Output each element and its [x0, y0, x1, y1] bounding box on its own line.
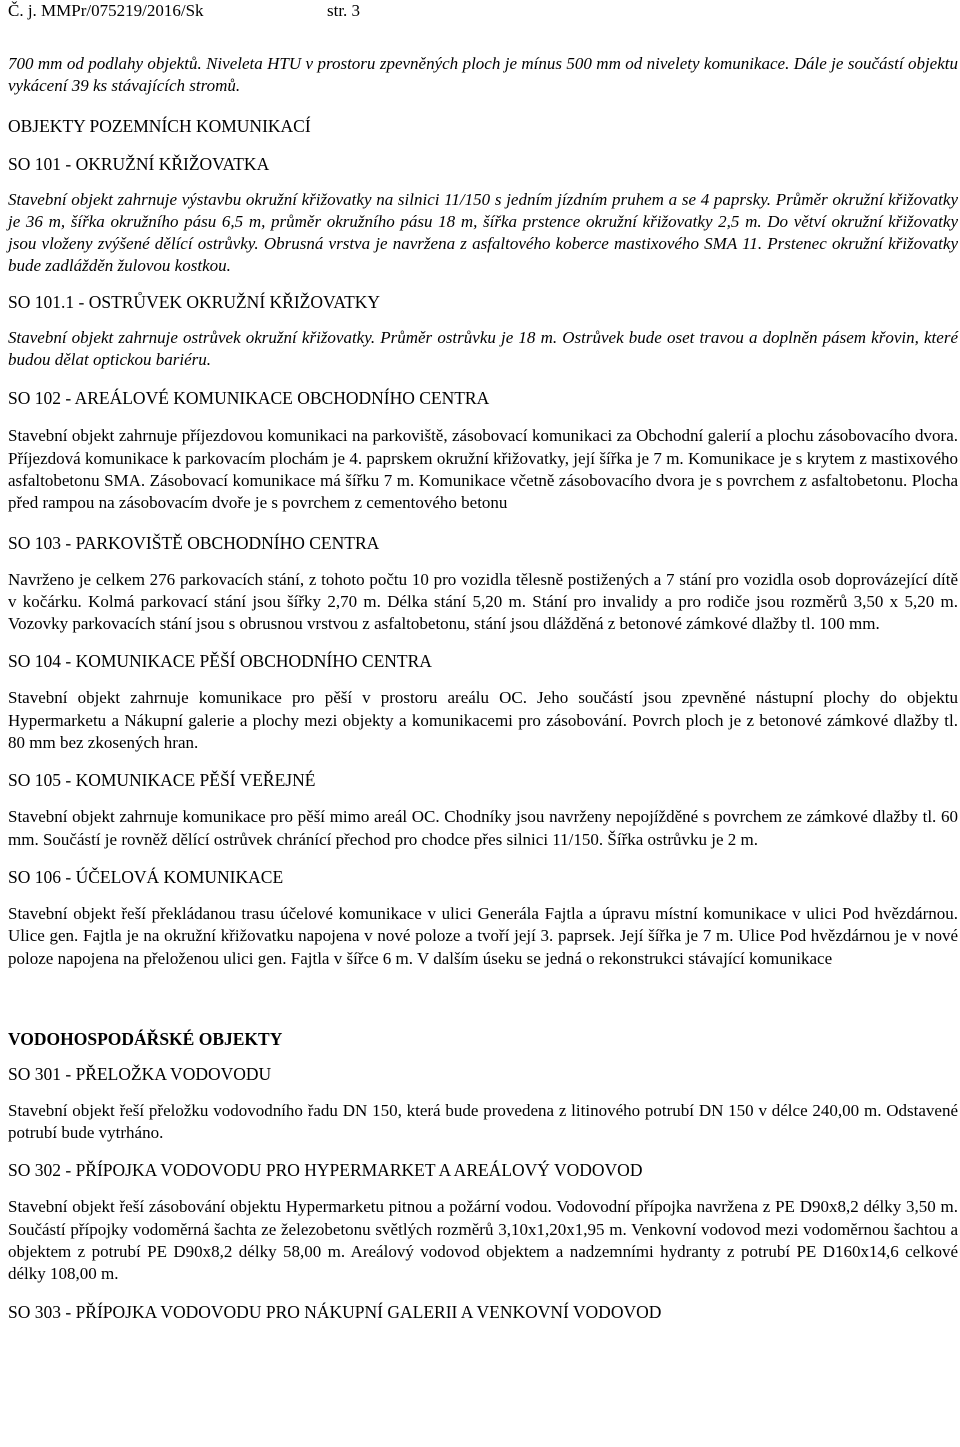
document-reference: Č. j. MMPr/075219/2016/Sk	[8, 1, 204, 20]
heading-so1011: SO 101.1 - OSTRŮVEK OKRUŽNÍ KŘIŽOVATKY	[8, 291, 381, 312]
heading-so302: SO 302 - PŘÍPOJKA VODOVODU PRO HYPERMARKET A AREÁLOVÝ VODOVOD	[8, 1160, 643, 1181]
text-so106: Stavební objekt řeší překládanou trasu účelové komunikace v ulici Generála Fajtla a úpravu místní komunikace v ulici Pod hvězdárnou. Ulice gen. Fajtla je na okružní křižovatku napojena v nové poloze a tvoří její 3. paprsek. Její šířka je 7 m. Ulice Pod hvězdárnou je v nové poloze napojena na přeloženou ulici gen. Fajtla v šířce 6 m. V dalším úseku se jedná o rekonstrukci stávající komunikace	[8, 903, 958, 968]
heading-so102: SO 102 - AREÁLOVÉ KOMUNIKACE OBCHODNÍHO CENTRA	[8, 388, 490, 409]
heading-so106: SO 106 - ÚČELOVÁ KOMUNIKACE	[8, 866, 284, 887]
document-body	[8, 53, 958, 1323]
heading-so303: SO 303 - PŘÍPOJKA VODOVODU PRO NÁKUPNÍ GALERII A VENKOVNÍ VODOVOD	[8, 1301, 662, 1322]
section-heading-komunikace: OBJEKTY POZEMNÍCH KOMUNIKACÍ	[8, 115, 311, 136]
page-number: str. 3	[327, 1, 361, 20]
text-so104: Stavební objekt zahrnuje komunikace pro pěší v prostoru areálu OC. Jeho součástí jsou zpevněné nástupní plochy do objektu Hypermarketu a Nákupní galerie a plochy mezi objekty a komunikacemi pro zásobování. Povrch ploch je z betonové zámkové dlažby tl. 80 mm bez zkosených hran.	[8, 688, 958, 753]
text-so102: Stavební objekt zahrnuje příjezdovou komunikaci na parkoviště, zásobovací komunikaci za Obchodní galerií a plochu zásobovacího dvora. Příjezdová komunikace k parkovacím plochám je 4. paprskem okružní křižovatky, její šířka je 7 m. Komunikace je s krytem z mastixového asfaltobetonu SMA. Zásobovací komunikace má šířku 7 m. Komunikace včetně zásobovacího dvora je s povrchem z asfaltobetonu. Plocha před rampou na zásobovacím dvoře je s povrchem z cementového betonu	[8, 426, 958, 513]
heading-so103: SO 103 - PARKOVIŠTĚ OBCHODNÍHO CENTRA	[8, 532, 380, 553]
heading-so301: SO 301 - PŘELOŽKA VODOVODU	[8, 1063, 272, 1084]
text-so101: Stavební objekt zahrnuje výstavbu okružní křižovatky na silnici 11/150 s jedním jízdním pruhem a se 4 paprsky. Průměr okružní křižovatky je 36 m, šířka okružního pásu 6,5 m, průměr okružního pásu 18 m, šířka prstence okružní křižovatky 2,5 m. Do větví okružní křižovatky jsou vloženy zvýšené dělící ostrůvky. Obrusná vrstva je navržena z asfaltového koberce mastixového SMA 11. Prstenec okružní křižovatky bude zadlážděn žulovou kostkou.	[8, 189, 958, 276]
text-so1011: Stavební objekt zahrnuje ostrůvek okružní křižovatky. Průměr ostrůvku je 18 m. Ostrůvek bude oset travou a doplněn pásem křovin, které budou dělat optickou bariéru.	[8, 327, 958, 370]
text-so103: Navrženo je celkem 276 parkovacích stání, z tohoto počtu 10 pro vozidla tělesně postižených a 7 stání pro vozidla osob doprovázející dítě v kočárku. Kolmá parkovací stání jsou šířky 2,70 m. Délka stání 5,20 m. Stání pro invalidy a pro rodiče jsou rozměrů 3,50 x 5,20 m. Vozovky parkovacích stání jsou s obrusnou vrstvou z asfaltobetonu, stání jsou dlážděná z betonové zámkové dlažby tl. 100 mm.	[8, 569, 958, 634]
text-so105: Stavební objekt zahrnuje komunikace pro pěší mimo areál OC. Chodníky jsou navrženy nepojížděné s povrchem ze zámkové dlažby tl. 60 mm. Součástí je rovněž dělící ostrůvek chránící přechod pro chodce přes silnici 11/150. Šířka ostrůvku je 2 m.	[8, 807, 958, 849]
text-so301: Stavební objekt řeší přeložku vodovodního řadu DN 150, která bude provedena z litinového potrubí DN 150 v délce 240,00 m. Odstavené potrubí bude vytrháno.	[8, 1100, 958, 1143]
heading-so101: SO 101 - OKRUŽNÍ KŘIŽOVATKA	[8, 153, 270, 174]
heading-so104: SO 104 - KOMUNIKACE PĚŠÍ OBCHODNÍHO CENTRA	[8, 651, 432, 672]
section-heading-vodo: VODOHOSPODÁŘSKÉ OBJEKTY	[8, 1028, 283, 1049]
text-so302: Stavební objekt řeší zásobování objektu Hypermarketu pitnou a požární vodou. Vodovodní přípojka navržena z PE D90x8,2 délky 3,50 m. Součástí přípojky vodoměrná šachta ze železobetonu světlých rozměrů 3,10x1,20x1,95 m. Venkovní vodovod mezi vodoměrnou šachtou a objektem z potrubí PE D90x8,2 délky 58,00 m. Areálový vodovod objektem a nadzemními hydranty z potrubí PE D160x14,6 celkové délky 108,00 m.	[8, 1197, 958, 1284]
page-header	[8, 0, 361, 22]
heading-so105: SO 105 - KOMUNIKACE PĚŠÍ VEŘEJNÉ	[8, 770, 316, 791]
intro-paragraph: 700 mm od podlahy objektů. Niveleta HTU v prostoru zpevněných ploch je mínus 500 mm od nivelety komunikace. Dále je součástí objektu vykácení 39 ks stávajících stromů.	[8, 54, 958, 96]
